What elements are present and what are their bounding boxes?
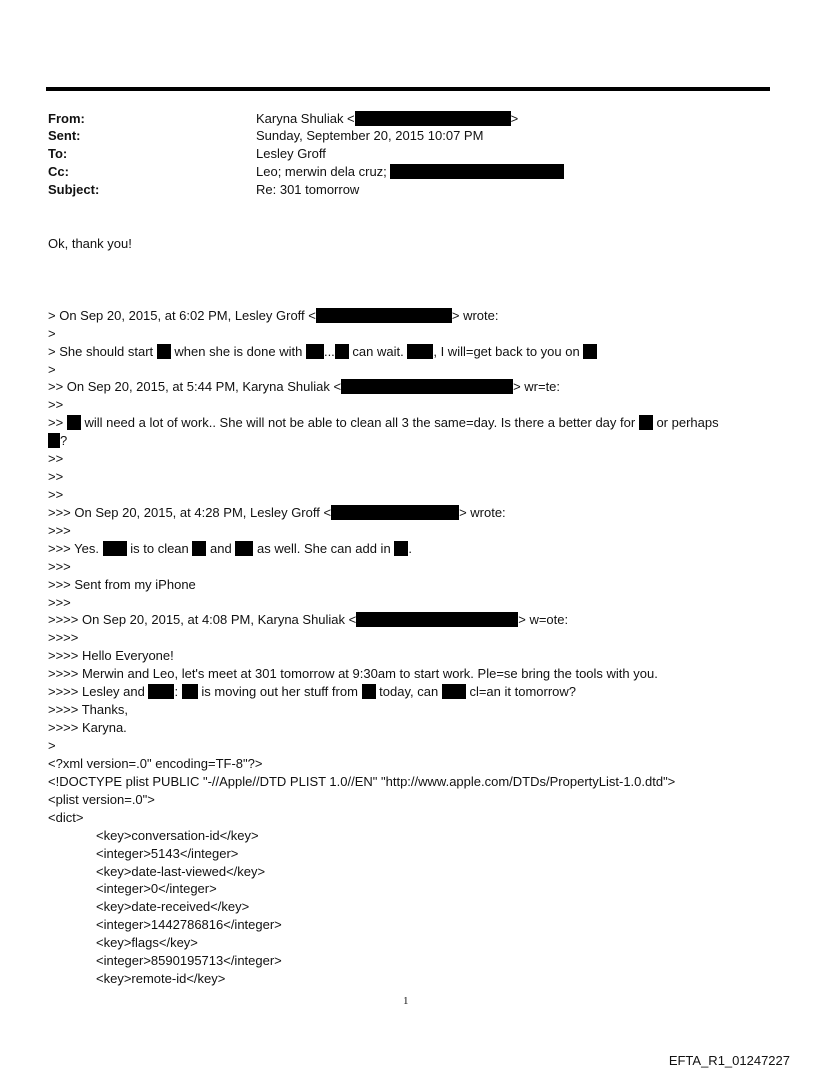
from-label: From: — [48, 111, 85, 126]
quote-line: >>>> On Sep 20, 2015, at 4:08 PM, Karyna Shuliak < > w=ote: — [48, 612, 569, 627]
redaction — [390, 164, 564, 179]
redaction — [362, 684, 376, 699]
redaction — [394, 541, 408, 556]
xml-line: <key>remote-id</key> — [96, 971, 226, 986]
quote-line: >> — [48, 397, 64, 412]
quote-line: > — [48, 362, 56, 377]
quote-line: >>> — [48, 559, 71, 574]
redaction — [306, 344, 324, 359]
redaction — [639, 415, 653, 430]
quote-line: >>> — [48, 523, 71, 538]
xml-line: <key>date-last-viewed</key> — [96, 864, 266, 879]
quote-line: >> — [48, 469, 64, 484]
quote-line: > — [48, 738, 56, 753]
redaction — [192, 541, 206, 556]
redaction — [67, 415, 81, 430]
quote-line: >> will need a lot of work.. She will not be able to clean all 3 the same=day. Is there a better day for or perhaps — [48, 415, 719, 430]
quote-line: >>> On Sep 20, 2015, at 4:28 PM, Lesley Groff < > wrote: — [48, 505, 506, 520]
xml-line: <dict> — [48, 810, 84, 825]
quote-line: >> — [48, 487, 64, 502]
cc-label: Cc: — [48, 164, 69, 179]
opening-line: Ok, thank you! — [48, 236, 132, 251]
subject-label: Subject: — [48, 182, 100, 197]
redaction — [355, 111, 511, 126]
to-value: Lesley Groff — [256, 146, 326, 161]
quote-line: ? — [48, 432, 67, 450]
cc-value: Leo; merwin dela cruz; — [256, 163, 564, 181]
page-number: 1 — [403, 995, 409, 1007]
redaction — [235, 541, 253, 556]
sent-label: Sent: — [48, 128, 81, 143]
xml-line: <key>flags</key> — [96, 935, 198, 950]
redaction — [316, 308, 452, 323]
redaction — [331, 505, 459, 520]
redaction — [48, 433, 60, 448]
from-value: Karyna Shuliak < > — [256, 111, 519, 126]
redaction — [157, 344, 171, 359]
redaction — [182, 684, 198, 699]
redaction — [335, 344, 349, 359]
quote-line: > — [48, 326, 56, 341]
sent-value: Sunday, September 20, 2015 10:07 PM — [256, 128, 484, 143]
quote-line: >>>> Lesley and : is moving out her stuff from today, can cl=an it tomorrow? — [48, 684, 577, 699]
redaction — [356, 612, 518, 627]
redaction — [341, 379, 513, 394]
quote-line: >> — [48, 451, 64, 466]
to-label: To: — [48, 146, 68, 161]
xml-line: <key>date-received</key> — [96, 899, 250, 914]
quote-line: >> On Sep 20, 2015, at 5:44 PM, Karyna Shuliak < > wr=te: — [48, 379, 561, 394]
redaction — [583, 344, 597, 359]
redaction — [148, 684, 174, 699]
redaction — [407, 344, 433, 359]
header-rule — [46, 87, 770, 91]
document-id: EFTA_R1_01247227 — [668, 1053, 790, 1068]
quote-line: > She should start when she is done with ... can wait. , I will=get back to you on — [48, 343, 597, 361]
quote-line: >>>> Hello Everyone! — [48, 648, 174, 663]
xml-line: <plist version=.0"> — [48, 792, 155, 807]
xml-line: <integer>0</integer> — [96, 881, 217, 896]
xml-line: <integer>1442786816</integer> — [96, 917, 282, 932]
quote-line: >>> Sent from my iPhone — [48, 577, 196, 592]
quote-line: >>>> Karyna. — [48, 720, 127, 735]
xml-line: <!DOCTYPE plist PUBLIC "-//Apple//DTD PLIST 1.0//EN" "http://www.apple.com/DTDs/PropertyList-1.0.dtd"> — [48, 774, 676, 789]
redaction — [103, 541, 127, 556]
quote-line: > On Sep 20, 2015, at 6:02 PM, Lesley Groff < > wrote: — [48, 308, 499, 323]
xml-line: <?xml version=.0" encoding=TF-8"?> — [48, 756, 263, 771]
quote-line: >>> Yes. is to clean and as well. She can add in . — [48, 541, 412, 556]
xml-line: <integer>5143</integer> — [96, 846, 239, 861]
xml-line: <key>conversation-id</key> — [96, 828, 259, 843]
quote-line: >>>> Merwin and Leo, let's meet at 301 tomorrow at 9:30am to start work. Ple=se bring the tools with you. — [48, 666, 658, 681]
xml-line: <integer>8590195713</integer> — [96, 953, 282, 968]
quote-line: >>> — [48, 595, 71, 610]
redaction — [442, 684, 466, 699]
quote-line: >>>> Thanks, — [48, 702, 128, 717]
quote-line: >>>> — [48, 630, 79, 645]
subject-value: Re: 301 tomorrow — [256, 182, 360, 197]
